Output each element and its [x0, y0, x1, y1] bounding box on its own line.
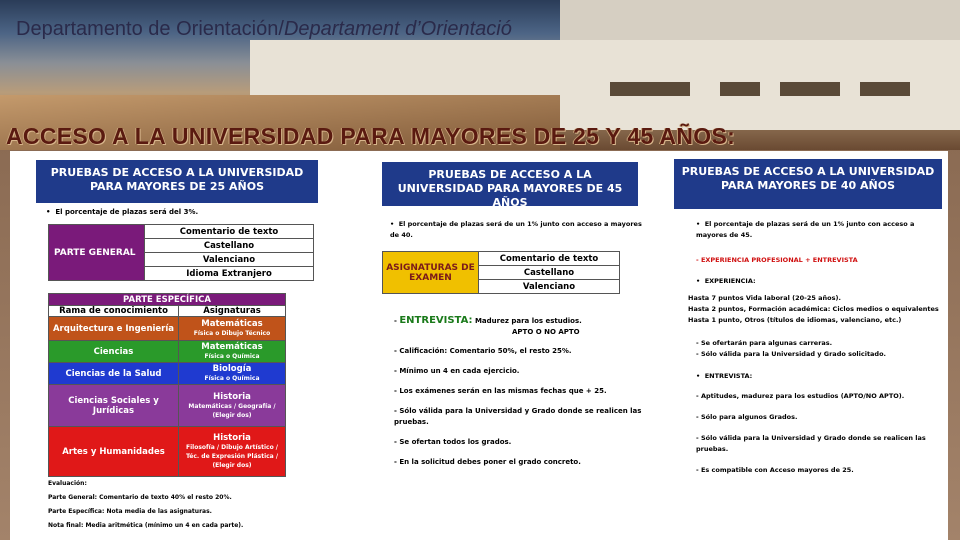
asig-cell: Historia Filosofía / Dibujo Artístico / Téc. de Expresión Plástica / (Elegir dos) [179, 427, 286, 477]
ent-bullet: - Sólo válida para la Universidad y Grado donde se realicen las pruebas. [696, 434, 926, 453]
note-45: • El porcentaje de plazas será de un 1% junto con acceso a mayores de 40. [390, 220, 642, 239]
col-40 [674, 151, 942, 476]
general-item: Castellano [145, 239, 314, 253]
exp-bullet: - Se ofertarán para algunas carreras. [696, 339, 833, 347]
specific-header: Rama de conocimiento [49, 306, 179, 317]
evaluation-block [48, 479, 318, 530]
exam-item: Valenciano [479, 280, 620, 294]
point-item: Hasta 2 puntos, Formación académica: Ciclos medios o equivalentes [688, 305, 939, 313]
eval-line: Parte General: Comentario de texto 40% el resto 20%. [48, 494, 232, 501]
bullet-item: - Los exámenes serán en las mismas fechas que + 25. [394, 387, 607, 395]
ent-bullet: - Aptitudes, madurez para los estudios (APTO/NO APTO). [696, 392, 905, 400]
entrevista-label: • ENTREVISTA: [696, 372, 753, 380]
bullet-item: - Se ofertan todos los grados. [394, 438, 512, 446]
general-item: Idioma Extranjero [145, 267, 314, 281]
exam-label: ASIGNATURAS DE EXAMEN [383, 252, 479, 294]
rama-cell: Ciencias [49, 341, 179, 363]
bullet-item: - Sólo válida para la Universidad y Grado donde se realicen las pruebas. [394, 407, 642, 426]
bullets-45 [394, 346, 652, 468]
note-40: • El porcentaje de plazas será de un 1% junto con acceso a mayores de 45. [696, 220, 915, 239]
general-table [48, 224, 314, 281]
eval-line: Parte Específica: Nota media de las asignaturas. [48, 508, 212, 515]
specific-title: PARTE ESPECÍFICA [49, 294, 286, 306]
department-title: Departamento de Orientación/Departament d’Orientació [16, 18, 512, 40]
red-line: - EXPERIENCIA PROFESIONAL + ENTREVISTA [696, 256, 858, 264]
point-item: Hasta 1 punto, Otros (títulos de idiomas, valenciano, etc.) [688, 316, 902, 324]
specific-header: Asignaturas [179, 306, 286, 317]
ent-bullet: - Es compatible con Acceso mayores de 25. [696, 466, 854, 474]
general-item: Valenciano [145, 253, 314, 267]
exam-table [382, 251, 620, 294]
rama-cell: Arquitectura e Ingeniería [49, 317, 179, 341]
page-title: ACCESO A LA UNIVERSIDAD PARA MAYORES DE 25 Y 45 AÑOS: [6, 123, 736, 149]
ent-bullet: - Sólo para algunos Grados. [696, 413, 798, 421]
asig-cell: Historia Matemáticas / Geografía / (Elegir dos) [179, 385, 286, 427]
rama-cell: Artes y Humanidades [49, 427, 179, 477]
note-25: • El porcentaje de plazas será del 3%. [46, 208, 199, 216]
eval-line: Nota final: Media aritmética (mínimo un 4 en cada parte). [48, 522, 244, 529]
heading-45: PRUEBAS DE ACCESO A LA UNIVERSIDAD PARA MAYORES DE 45 AÑOS [382, 162, 638, 206]
entrevista-45: - ENTREVISTA: Madurez para los estudios. [394, 315, 582, 326]
exam-item: Comentario de texto [479, 252, 620, 266]
document-sheet [10, 151, 948, 540]
points-block [688, 293, 942, 326]
general-item: Comentario de texto [145, 225, 314, 239]
asig-cell: Matemáticas Física o Dibujo Técnico [179, 317, 286, 341]
rama-cell: Ciencias de la Salud [49, 363, 179, 385]
entrevista-result: APTO O NO APTO [512, 328, 580, 336]
col-25 [36, 151, 318, 530]
heading-25: PRUEBAS DE ACCESO A LA UNIVERSIDAD PARA MAYORES DE 25 AÑOS [36, 160, 318, 203]
general-label: PARTE GENERAL [49, 225, 145, 281]
exp-bullet: - Sólo válida para la Universidad y Grado solicitado. [696, 350, 887, 358]
bullet-item: - Calificación: Comentario 50%, el resto 25%. [394, 347, 572, 355]
bullet-item: - Mínimo un 4 en cada ejercicio. [394, 367, 520, 375]
asig-cell: Biología Física o Química [179, 363, 286, 385]
specific-table [48, 293, 286, 477]
eval-line: Evaluación: [48, 480, 87, 487]
bullet-item: - En la solicitud debes poner el grado concreto. [394, 458, 581, 466]
asig-cell: Matemáticas Física o Química [179, 341, 286, 363]
col-45 [382, 151, 652, 468]
exam-item: Castellano [479, 266, 620, 280]
rama-cell: Ciencias Sociales y Jurídicas [49, 385, 179, 427]
heading-40: PRUEBAS DE ACCESO A LA UNIVERSIDAD PARA MAYORES DE 40 AÑOS [674, 159, 942, 209]
point-item: Hasta 7 puntos Vida laboral (20-25 años). [688, 294, 841, 302]
experiencia-label: • EXPERIENCIA: [696, 277, 756, 285]
